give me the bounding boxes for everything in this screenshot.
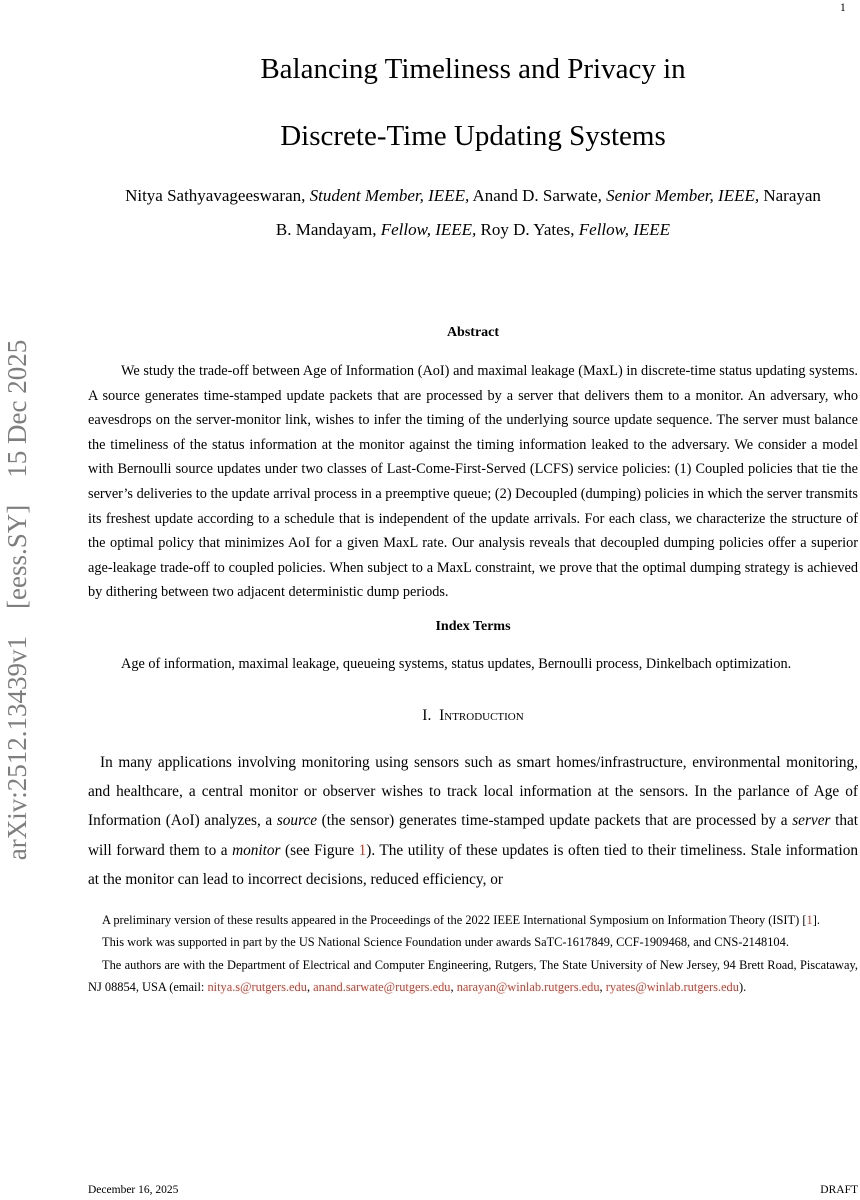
email-link-ryates[interactable]: ryates@winlab.rutgers.edu xyxy=(605,980,739,995)
authors-block xyxy=(88,179,858,247)
index-terms-text: Age of information, maximal leakage, queueing systems, status updates, Bernoulli process, Dinkelbach optimization. xyxy=(121,655,792,672)
text-segment: Student Member, IEEE, xyxy=(309,186,470,205)
text-segment: ). The utility of these updates is often tied to their timeliness. Stale information at the monitor can lead to incorrect decisions, reduced efficiency, or xyxy=(88,841,858,889)
page-footer xyxy=(88,1184,858,1196)
text-segment: ]. xyxy=(812,912,820,927)
text-segment: Fellow, IEEE, xyxy=(380,220,477,239)
text-segment: , xyxy=(306,980,314,995)
text-segment: , xyxy=(450,980,457,995)
footnote-preliminary-version xyxy=(88,909,858,932)
page-number: 1 xyxy=(840,2,846,14)
text-segment: Senior Member, IEEE, xyxy=(606,186,760,205)
title-line-1: Balancing Timeliness and Privacy in xyxy=(260,53,686,85)
text-segment: (the sensor) generates time-stamped update packets that are processed by a xyxy=(317,812,793,830)
text-segment: , xyxy=(599,980,606,995)
text-segment: B. Mandayam, xyxy=(275,220,381,239)
text-segment: This work was supported in part by the US National Science Foundation under awards SaTC-1617849, CCF-1909468, and CNS-2148104. xyxy=(102,935,789,950)
text-segment: Nitya Sathyavageeswaran, xyxy=(125,186,310,205)
text-segment: source xyxy=(276,812,318,830)
text-segment: server xyxy=(792,812,831,830)
text-segment: ). xyxy=(738,980,747,995)
authors-line-2 xyxy=(88,213,858,247)
footnotes-block xyxy=(88,909,858,999)
text-segment: that will forward them to a xyxy=(88,812,859,859)
citation-1-link[interactable]: 1 xyxy=(806,912,813,927)
text-segment: In many applications involving monitoring using sensors such as smart homes/infrastructure, environmental monitoring, and healthcare, a central monitor or observer wishes to track local information at the sensors. In the parlance of Age of Information (AoI) analyzes, a xyxy=(88,753,858,830)
footnote-funding xyxy=(88,931,858,954)
text-segment: A preliminary version of these results appeared in the Proceedings of the 2022 IEEE International Symposium on Information Theory (ISIT) [ xyxy=(102,912,807,927)
text-segment: Roy D. Yates, xyxy=(476,220,579,239)
index-terms-heading: Index Terms xyxy=(435,618,511,634)
text-segment: monitor xyxy=(232,841,281,859)
authors-line-1 xyxy=(88,179,858,213)
abstract-text: We study the trade-off between Age of Information (AoI) and maximal leakage (MaxL) in discrete-time status updating systems. A source generates time-stamped update packets that are processed by a server that delivers them to a monitor. An adversary, who eavesdrops on the server-monitor link, wishes to infer the timing of the underlying source update sequence. The server must balance the timeliness of the status information at the monitor against the timing information leaked to the adversary. We consider a model with Bernoulli source updates under two classes of Last-Come-First-Served (LCFS) service policies: (1) Coupled policies that tie the server’s deliveries to the update arrival process in a preemptive queue; (2) Decoupled (dumping) policies in which the server transmits its freshest update according to a schedule that is independent of the update arrivals. For each class, we characterize the structure of the optimal policy that minimizes AoI for a given MaxL rate. Our analysis reveals that decoupled dumping policies offer a superior age-leakage trade-off to coupled policies. When subject to a MaxL constraint, we prove that the optimal dumping strategy is achieved by dithering between two adjacent deterministic dump periods. xyxy=(88,363,858,601)
footer-date: December 16, 2025 xyxy=(88,1184,179,1196)
footer-draft-label: DRAFT xyxy=(820,1184,858,1196)
text-segment: Narayan xyxy=(759,186,821,205)
text-segment: Anand D. Sarwate, xyxy=(469,186,607,205)
text-segment: (see Figure xyxy=(280,841,359,859)
email-link-narayan[interactable]: narayan@winlab.rutgers.edu xyxy=(456,980,600,995)
email-link-anand[interactable]: anand.sarwate@rutgers.edu xyxy=(313,980,451,995)
text-segment: The authors are with the Department of Electrical and Computer Engineering, Rutgers, The State University of New Jersey, 94 Brett Road, Piscataway, NJ 08854, USA (email: xyxy=(88,957,858,995)
footnote-affiliation xyxy=(88,954,858,999)
title-line-2: Discrete-Time Updating Systems xyxy=(280,120,666,152)
abstract-heading: Abstract xyxy=(446,325,500,340)
email-link-nitya[interactable]: nitya.s@rutgers.edu xyxy=(207,980,307,995)
text-segment: Fellow, IEEE xyxy=(578,220,671,239)
arxiv-watermark: arXiv:2512.13439v1 [eess.SY] 15 Dec 2025 xyxy=(2,339,32,861)
figure-1-link[interactable]: 1 xyxy=(358,841,367,859)
paper-title xyxy=(88,36,858,170)
paper-content xyxy=(88,0,858,999)
intro-paragraph xyxy=(88,748,858,895)
section-heading-introduction: I. Introduction xyxy=(422,706,524,724)
